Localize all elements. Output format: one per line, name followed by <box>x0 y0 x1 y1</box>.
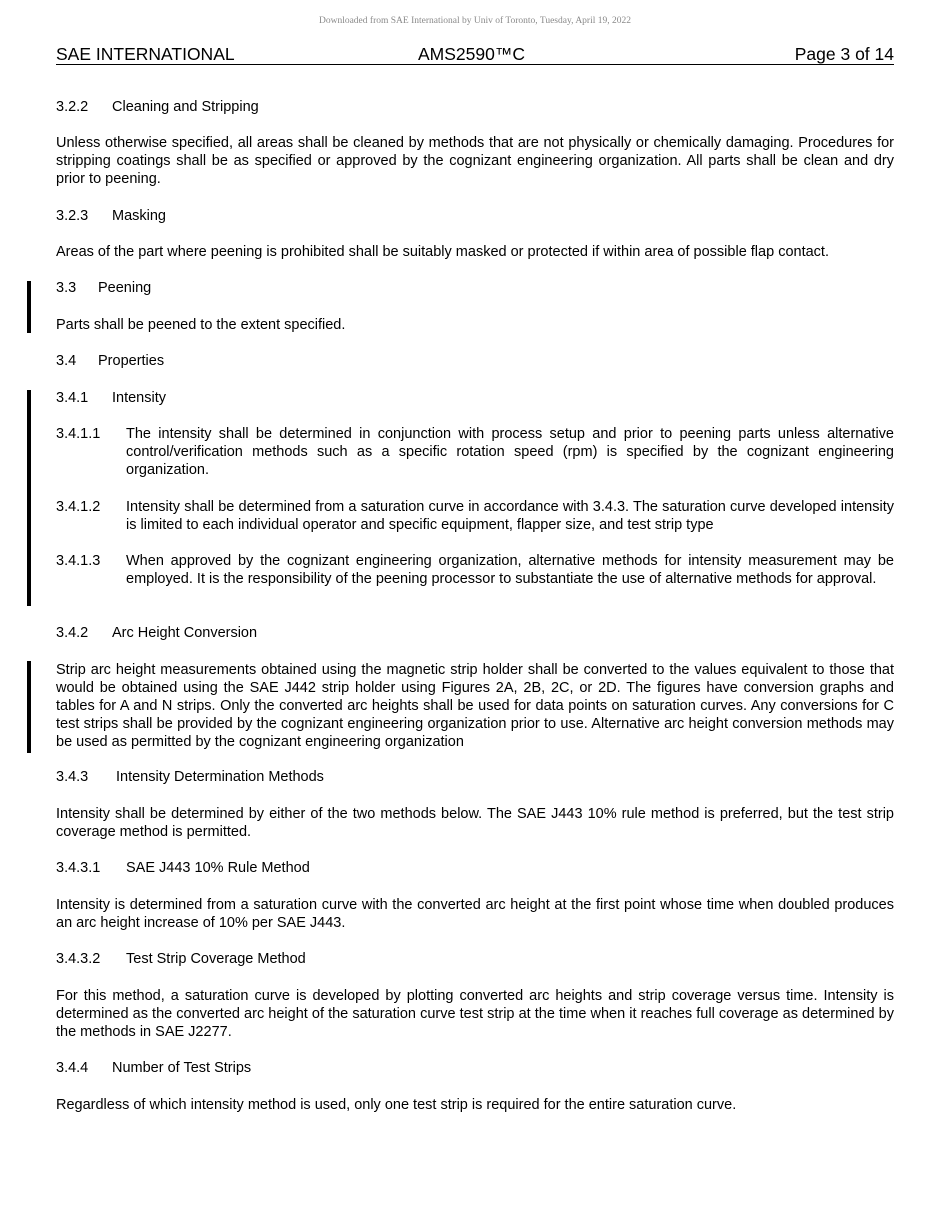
section-number: 3.2.2 <box>56 99 89 115</box>
paragraph-3-2-3: Areas of the part where peening is prohibited shall be suitably masked or protected if within area of possible flap contact. <box>56 244 829 260</box>
section-heading-3-4-2 <box>56 624 894 642</box>
section-heading-3-4-3 <box>56 768 894 786</box>
section-heading-3-4-1 <box>56 389 894 407</box>
paragraph-3-4-3: Intensity shall be determined by either of the two methods below. The SAE J443 10% rule method is preferred, but the test strip coverage method is permitted. <box>56 806 894 840</box>
section-number: 3.2.3 <box>56 208 89 224</box>
section-number: 3.4.3.1 <box>56 860 101 876</box>
header-org: SAE INTERNATIONAL <box>56 44 235 64</box>
paragraph-3-3: Parts shall be peened to the extent specified. <box>56 317 346 333</box>
subsection-text: Intensity shall be determined from a saturation curve in accordance with 3.4.3. The saturation curve developed intensity is limited to each individual operator and specific equipment, flapper size, and test strip type <box>126 499 894 533</box>
section-heading-3-4 <box>56 352 894 370</box>
section-number: 3.4.1 <box>56 390 89 406</box>
page-header <box>56 44 894 65</box>
subsection-3-4-1-2 <box>56 498 894 534</box>
section-title: Properties <box>98 353 165 369</box>
section-title: Number of Test Strips <box>112 1060 252 1076</box>
subsection-text: When approved by the cognizant engineering organization, alternative methods for intensity measurement may be employed. It is the responsibility of the peening processor to substantiate the use of alternative methods for approval. <box>126 553 894 587</box>
change-bar <box>27 661 31 753</box>
section-heading-3-4-4 <box>56 1059 894 1077</box>
section-number: 3.4.1.3 <box>56 553 101 569</box>
header-doc-number: AMS2590™C <box>418 44 525 64</box>
section-heading-3-4-3-1 <box>56 859 894 877</box>
section-number: 3.4.4 <box>56 1060 89 1076</box>
section-number: 3.4.3 <box>56 769 89 785</box>
change-bar <box>27 281 31 333</box>
paragraph-3-4-2: Strip arc height measurements obtained using the magnetic strip holder shall be converted to the values equivalent to those that would be obtained using the SAE J442 strip holder using Figures 2A, 2B, 2C, or 2D. The figures have conversion graphs and tables for A and N strips. Only the converted arc heights shall be used for data points on saturation curves. Any conversions for C test strips shall be provided by the cognizant engineering organization prior to use. Alternative arc height conversion methods may be used as permitted by the cognizant engineering organization <box>56 662 894 750</box>
section-number: 3.4.1.2 <box>56 499 101 515</box>
section-title: SAE J443 10% Rule Method <box>126 860 310 876</box>
section-number: 3.4.3.2 <box>56 951 101 967</box>
paragraph-3-4-4: Regardless of which intensity method is used, only one test strip is required for the entire saturation curve. <box>56 1097 737 1113</box>
paragraph-3-4-3-2: For this method, a saturation curve is developed by plotting converted arc heights and strip coverage versus time. Intensity is determined as the converted arc height of the saturation curve test strip at the time when it reaches full coverage as determined by the methods in SAE J2277. <box>56 988 894 1040</box>
section-title: Arc Height Conversion <box>112 625 258 641</box>
section-title: Peening <box>98 280 152 296</box>
section-number: 3.4.1.1 <box>56 426 101 442</box>
change-bar <box>27 390 31 606</box>
subsection-text: The intensity shall be determined in conjunction with process setup and prior to peening parts unless alternative control/verification methods such as a specific rotation speed (rpm) is specified by the cognizant engineering organization. <box>126 426 894 478</box>
section-heading-3-4-3-2 <box>56 950 894 968</box>
section-heading-3-2-3 <box>56 207 894 225</box>
section-title: Intensity Determination Methods <box>116 769 324 785</box>
section-number: 3.4.2 <box>56 625 89 641</box>
section-number: 3.4 <box>56 353 77 369</box>
section-title: Masking <box>112 208 166 224</box>
section-title: Test Strip Coverage Method <box>126 951 306 967</box>
section-number: 3.3 <box>56 280 77 296</box>
subsection-3-4-1-1 <box>56 425 894 479</box>
header-page-number: Page 3 of 14 <box>794 44 894 64</box>
subsection-3-4-1-3 <box>56 552 894 588</box>
paragraph-3-2-2: Unless otherwise specified, all areas shall be cleaned by methods that are not physically or chemically damaging. Procedures for stripping coatings shall be as specified or approved by the cognizant engineering organization. All parts shall be clean and dry prior to peening. <box>56 135 894 187</box>
paragraph-3-4-3-1: Intensity is determined from a saturation curve with the converted arc height at the first point whose time when doubled produces an arc height increase of 10% per SAE J443. <box>56 897 894 931</box>
section-heading-3-2-2 <box>56 98 894 116</box>
section-title: Cleaning and Stripping <box>112 99 259 115</box>
section-title: Intensity <box>112 390 166 406</box>
section-heading-3-3 <box>56 279 894 297</box>
download-notice: Downloaded from SAE International by Univ of Toronto, Tuesday, April 19, 2022 <box>318 16 631 26</box>
